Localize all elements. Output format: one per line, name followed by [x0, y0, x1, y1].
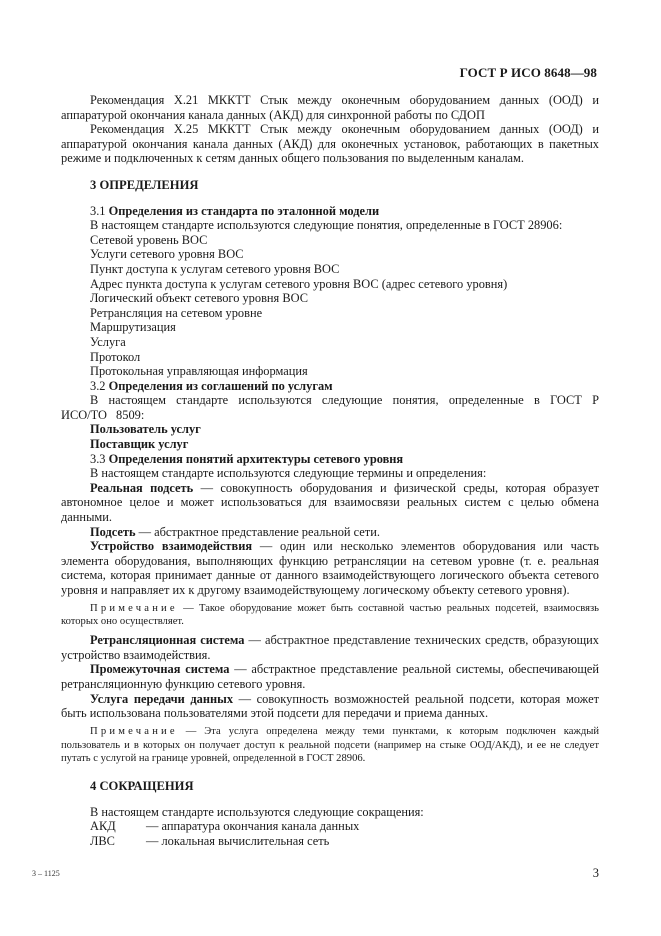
- note-text: — Такое оборудование может быть составной частью реальных подсетей, взаимосвязь которых оно осуществляет.: [61, 602, 599, 628]
- definition: [61, 481, 599, 525]
- subsection-title: Определения понятий архитектуры сетевого уровня: [108, 451, 404, 466]
- definition-term: Реальная подсеть: [90, 480, 194, 495]
- term-item: Сетевой уровень ВОС: [90, 232, 208, 247]
- page-body: [61, 93, 599, 849]
- subsection-number: 3.2: [90, 378, 106, 393]
- term-item: Пункт доступа к услугам сетевого уровня ВОС: [90, 261, 340, 276]
- definition-term: Подсеть: [90, 524, 136, 539]
- definition: [61, 692, 599, 721]
- page-number: 3: [592, 866, 599, 880]
- definition-text: — совокупность возможностей реальной подсети, которая может быть использована пользователями этой подсети для передачи и приема данных.: [61, 691, 599, 721]
- definition: [61, 633, 599, 662]
- abbreviation: АКД: [90, 819, 116, 834]
- intro-paragraph: [61, 93, 599, 122]
- definition-term: Промежуточная система: [90, 662, 230, 677]
- term-item: Пользователь услуг: [90, 422, 201, 437]
- recommendation-ref: Рекомендация X.25 МККТТ: [90, 122, 251, 137]
- term-item: Маршрутизация: [90, 320, 176, 335]
- note: [61, 602, 599, 630]
- definition-term: Услуга передачи данных: [90, 691, 234, 706]
- definition: [61, 525, 599, 540]
- definition-term: Устройство взаимодействия: [90, 539, 253, 554]
- note-label: Примечание: [90, 725, 178, 737]
- intro-paragraph: [61, 122, 599, 166]
- note-label: Примечание: [90, 602, 178, 614]
- subsection-title: Определения из стандарта по эталонной модели: [108, 203, 380, 218]
- subsection-number: 3.3: [90, 451, 106, 466]
- section-4-heading: 4 СОКРАЩЕНИЯ: [90, 779, 194, 794]
- print-code: 3 – 1125: [32, 869, 60, 878]
- subsection-title: Определения из соглашений по услугам: [108, 378, 333, 393]
- note: [61, 725, 599, 766]
- document-code-header: ГОСТ Р ИСО 8648—98: [459, 65, 597, 80]
- definition: [61, 539, 599, 597]
- recommendation-ref: Рекомендация X.21 МККТТ: [90, 93, 251, 107]
- abbreviation: ЛВС: [90, 833, 115, 848]
- term-item: Логический объект сетевого уровня ВОС: [90, 291, 308, 306]
- recommendation-text: Стык между оконечным оборудованием данных (ООД) и аппаратурой окончания канала данных (АКД) для синхронной работы по СДОП: [61, 93, 599, 122]
- definition-text: — абстрактное представление реальной сети.: [135, 524, 380, 539]
- term-item: Ретрансляция на сетевом уровне: [90, 305, 263, 320]
- term-item: Протокол: [90, 349, 141, 364]
- abbreviation-row: [61, 834, 599, 849]
- term-item: Адрес пункта доступа к услугам сетевого уровня ВОС (адрес сетевого уровня): [90, 276, 508, 291]
- abbreviation-meaning: — локальная вычислительная сеть: [146, 833, 330, 848]
- subsection-3-1-heading: [61, 204, 599, 219]
- definition-text: — совокупность оборудования и физической среды, которая образует автономное целое и может использоваться для взаимосвязи реальных систем с целью обмена данными.: [61, 480, 600, 525]
- abbreviation-row: [61, 819, 599, 834]
- abbreviation-meaning: — аппаратура окончания канала данных: [146, 819, 360, 834]
- subsection-intro: В настоящем стандарте используются следующие термины и определения:: [90, 466, 487, 481]
- recommendation-text: Стык между оконечным оборудованием данных (ООД) и аппаратурой окончания канала данных (АКД) для оконечных установок, работающих в пакетных режиме и подключенных к сетям данных общего пользования по выделенным каналам.: [61, 122, 599, 166]
- subsection-3-3-heading: [61, 452, 599, 467]
- term-item: Услуга: [90, 334, 126, 349]
- definition-text: — абстрактное представление реальной системы, обеспечивающей ретрансляционную функцию сетевого уровня.: [61, 662, 599, 691]
- section-3-heading: 3 ОПРЕДЕЛЕНИЯ: [90, 177, 199, 192]
- subsection-intro: В настоящем стандарте используются следующие понятия, определенные в ГОСТ Р ИСО/ТО 8509:: [61, 393, 599, 422]
- definition-term: Ретрансляционная система: [90, 633, 245, 648]
- term-item: Протокольная управляющая информация: [90, 364, 308, 379]
- definition: [61, 662, 599, 691]
- subsection-number: 3.1: [90, 203, 106, 218]
- term-item: Услуги сетевого уровня ВОС: [90, 247, 244, 262]
- subsection-3-2-heading: [61, 379, 599, 394]
- section-4-intro: В настоящем стандарте используются следующие сокращения:: [90, 804, 424, 819]
- subsection-intro: В настоящем стандарте используются следующие понятия, определенные в ГОСТ 28906:: [90, 218, 563, 233]
- term-item: Поставщик услуг: [90, 437, 189, 452]
- definition-text: — абстрактное представление технических средств, образующих устройство взаимодействия.: [61, 633, 599, 662]
- definition-text: — один или несколько элементов оборудования или часть элемента оборудования, выполняющих функцию ретрансляции на сетевом уровне (т. е. реальная система, которая принимает данные от данного взаимодействующего логического объекта сетевого уровня и направляет их к другому взаимодействующему логическому объекту сетевого уровня).: [61, 539, 599, 597]
- note-text: — Эта услуга определена между теми пунктами, к которым подключен каждый пользователь и в которых он получает доступ к реальной подсети (например на стыке ООД/АКД), и ее не следует путать с услугой на границе уровней, определенной в ГОСТ 28906.: [61, 725, 599, 765]
